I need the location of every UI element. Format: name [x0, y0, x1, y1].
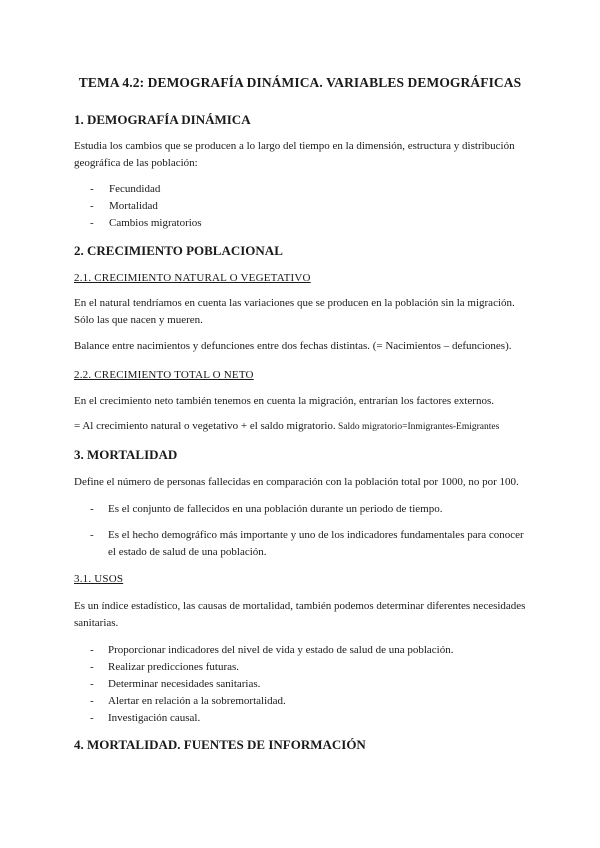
- subsection-2-2-heading: 2.2. CRECIMIENTO TOTAL O NETO: [74, 369, 254, 381]
- list-item: - Investigación causal.: [90, 712, 201, 724]
- section-2-2-paragraph-1: En el crecimiento neto también tenemos en cuenta la migración, entrarían los factores externos.: [74, 395, 494, 407]
- section-3-1-text: Es un índice estadístico, las causas de mortalidad, también podemos determinar diferentes necesidades sanitarias.: [74, 600, 526, 629]
- section-3-1-list: [0, 642, 600, 727]
- list-item: - Es el conjunto de fallecidos en una población durante un periodo de tiempo.: [90, 503, 443, 515]
- list-item: - Alertar en relación a la sobremortalidad.: [90, 695, 286, 707]
- list-item: - Fecundidad: [90, 183, 161, 195]
- document-title: TEMA 4.2: DEMOGRAFÍA DINÁMICA. VARIABLES DEMOGRÁFICAS: [78, 75, 522, 90]
- section-2-1-paragraph-1: En el natural tendríamos en cuenta las variaciones que se producen en la población sin la migración. Sólo las que nacen y mueren.: [74, 297, 515, 326]
- section-1-text: Estudia los cambios que se producen a lo largo del tiempo en la dimensión, estructura y distribución geográfica de las población:: [74, 140, 515, 169]
- list-item: - Es el hecho demográfico más importante y uno de los indicadores fundamentales para conocer el estado de salud de una población.: [90, 529, 524, 558]
- list-item: - Realizar predicciones futuras.: [90, 661, 240, 673]
- list-item: - Cambios migratorios: [90, 217, 202, 229]
- section-1-heading: 1. DEMOGRAFÍA DINÁMICA: [74, 112, 251, 127]
- list-item: - Determinar necesidades sanitarias.: [90, 678, 261, 690]
- subsection-2-1-heading: 2.1. CRECIMIENTO NATURAL O VEGETATIVO: [74, 272, 311, 284]
- section-3-list: [0, 501, 600, 561]
- formula-text: = Al crecimiento natural o vegetativo + el saldo migratorio.: [74, 420, 336, 432]
- section-1-list: [0, 181, 600, 232]
- list-item: - Mortalidad: [90, 200, 158, 212]
- section-3-heading: 3. MORTALIDAD: [74, 447, 178, 462]
- section-2-2-paragraph-2: [74, 418, 544, 436]
- section-3-text: Define el número de personas fallecidas en comparación con la población total por 1000, no por 100.: [74, 476, 519, 488]
- section-2-1-paragraph-2: Balance entre nacimientos y defunciones entre dos fechas distintas. (= Nacimientos – defunciones).: [74, 340, 512, 352]
- saldo-migratorio-formula: Saldo migratorio=Inmigrantes-Emigrantes: [335, 422, 500, 432]
- list-item: - Proporcionar indicadores del nivel de vida y estado de salud de una población.: [90, 644, 454, 656]
- subsection-3-1-heading: 3.1. USOS: [74, 573, 124, 585]
- section-4-heading: 4. MORTALIDAD. FUENTES DE INFORMACIÓN: [74, 737, 366, 752]
- section-2-heading: 2. CRECIMIENTO POBLACIONAL: [74, 243, 283, 258]
